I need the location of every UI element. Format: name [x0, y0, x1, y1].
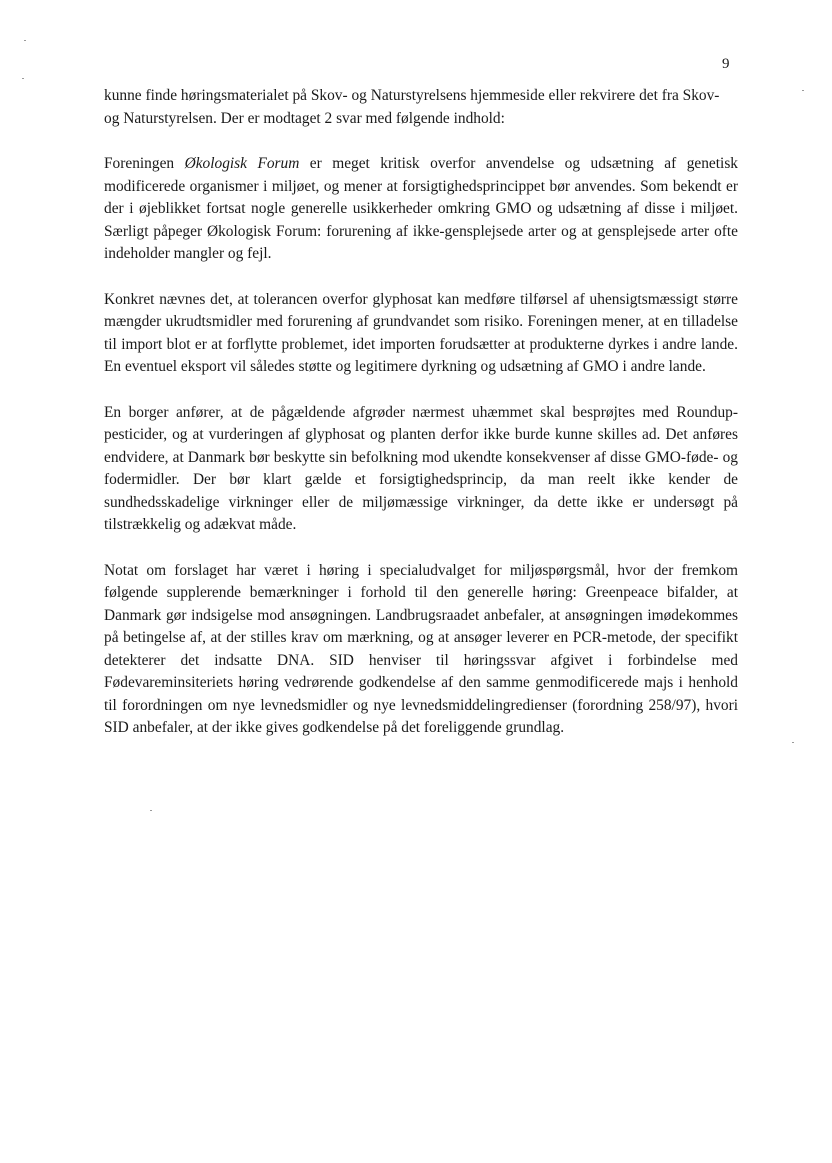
- paragraph-okologisk-forum: [104, 153, 738, 266]
- scan-speck: [22, 78, 24, 79]
- paragraph-intro: kunne finde høringsmaterialet på Skov- og Naturstyrelsens hjemmeside eller rekvirere det fra Skov- og Naturstyrelsen. Der er modtaget 2 svar med følgende indhold:: [104, 87, 720, 127]
- organisation-name: Økologisk Forum: [184, 155, 300, 172]
- scan-speck: [792, 742, 794, 743]
- body-text: [104, 85, 738, 763]
- paragraph-glyphosat: Konkret nævnes det, at tolerancen overfor glyphosat kan medføre tilførsel af uhensigtsmæssigt større mængder ukrudtsmidler med forurening af grundvandet som risiko. Foreningen mener, at en tilladelse til import blot er at forflytte problemet, idet importen forudsætter at produkterne dyrkes i andre lande. En eventuel eksport vil således støtte og legitimere dyrkning og udsætning af GMO i andre lande.: [104, 290, 738, 375]
- scan-speck: [802, 90, 804, 91]
- paragraph-notat: Notat om forslaget har været i høring i specialudvalget for miljøspørgsmål, hvor der fremkom følgende supplerende bemærkninger i forhold til den generelle høring: Greenpeace bifalder, at Danmark gør indsigelse mod ansøgningen. Landbrugsraadet anbefaler, at ansøgningen imødekommes på betingelse af, at der stilles krav om mærkning, og at ansøger leverer en PCR-metode, der specifikt detekterer det indsatte DNA. SID henviser til høringssvar afgivet i forbindelse med Fødevareminsiteriets høring vedrørende godkendelse af den samme genmodificerede majs i henhold til forordningen om nye levnedsmidler og nye levnedsmiddelingredienser (forordning 258/97), hvori SID anbefaler, at der ikke gives godkendelse på det foreliggende grundlag.: [104, 561, 738, 736]
- paragraph-suffix: er meget kritisk overfor anvendelse og udsætning af genetisk modificerede organismer i miljøet, og mener at forsigtighedsprincippet bør anvendes. Som bekendt er der i øjeblikket fortsat nogle generelle usikkerheder omkring GMO og udsætning af disse i miljøet. Særligt påpeger Økologisk Forum: forurening af ikke-gensplejsede arter og at gensplejsede arter ofte indeholder mangler og fejl.: [104, 155, 738, 262]
- page-number: 9: [722, 56, 730, 72]
- paragraph-borger: En borger anfører, at de pågældende afgrøder nærmest uhæmmet skal besprøjtes med Roundup-pesticider, og at vurderingen af glyphosat og planten derfor ikke burde kunne skilles ad. Det anføres endvidere, at Danmark bør beskytte sin befolkning mod ukendte konsekvenser af disse GMO-føde- og fodermidler. Der bør klart gælde et forsigtighedsprincip, da man reelt ikke kender de sundhedsskadelige virkninger eller de miljømæssige virkninger, da dette ikke er undersøgt på tilstrækkelig og adækvat måde.: [104, 403, 738, 533]
- scan-speck: [150, 810, 152, 811]
- paragraph-prefix: Foreningen: [104, 155, 185, 172]
- scan-speck: [24, 40, 26, 41]
